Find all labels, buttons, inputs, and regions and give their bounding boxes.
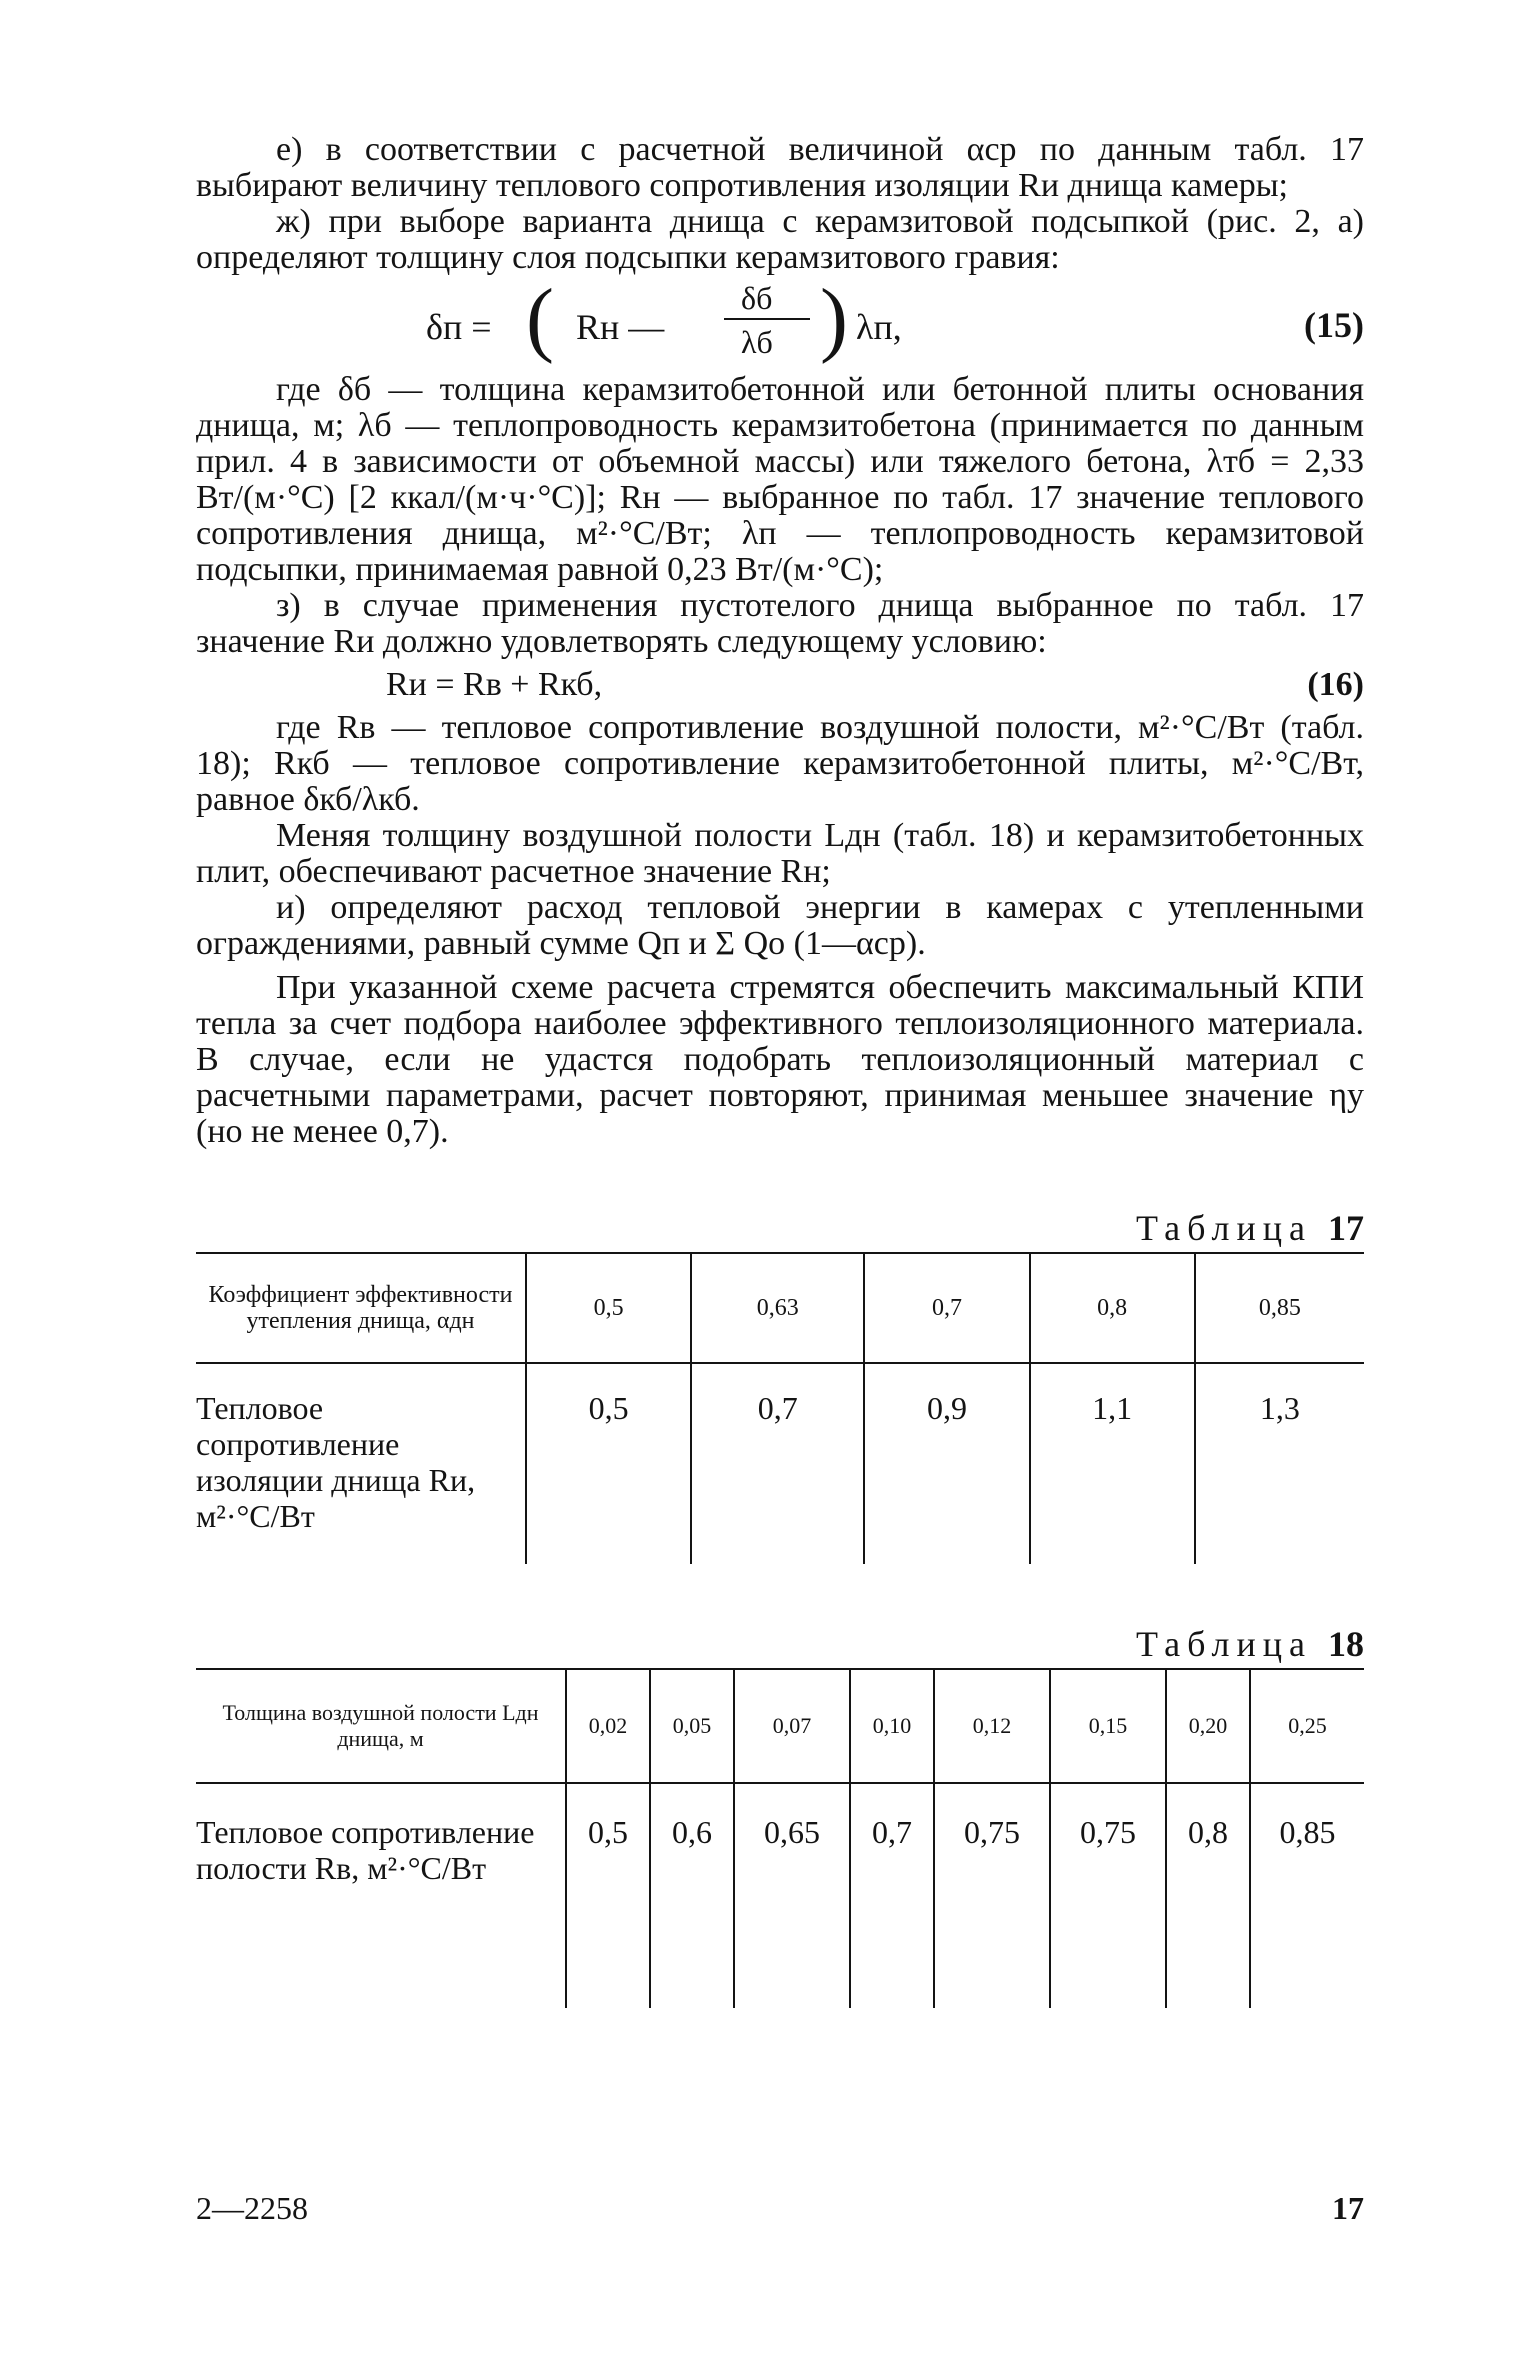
table-17-header-row	[196, 1253, 1364, 1363]
table-17-head-cell: 0,5	[526, 1253, 691, 1363]
table-17-cell: 1,3	[1195, 1363, 1364, 1564]
table-17-caption-number: 17	[1328, 1208, 1364, 1248]
table-17-head-label: Коэффициент эффективности утепления днища, αдн	[196, 1253, 526, 1363]
table-18-cell: 0,85	[1250, 1783, 1364, 2008]
right-paren: )	[820, 272, 848, 365]
table-17-row-label: Тепловое сопротивление изоляции днища Rи, м²·°С/Вт	[196, 1390, 476, 1534]
table-18-caption-number: 18	[1328, 1624, 1364, 1664]
table-18-head-cell: 0,02	[566, 1669, 650, 1783]
formula-15-denominator: λб	[741, 324, 773, 360]
table-17-cell: 0,7	[691, 1363, 864, 1564]
table-17-row	[196, 1363, 1364, 1564]
table-17	[196, 1252, 1364, 1564]
formula-15-lhs: δп =	[426, 307, 492, 347]
table-18	[196, 1668, 1364, 2008]
table-18-head-cell: 0,12	[934, 1669, 1050, 1783]
table-18-head-cell: 0,15	[1050, 1669, 1166, 1783]
table-18-caption-word: Таблица	[1136, 1624, 1312, 1664]
table-17-head-cell: 0,7	[864, 1253, 1029, 1363]
table-18-cell: 0,7	[850, 1783, 934, 2008]
paragraph-zh: ж) при выборе варианта днища с керамзитовой подсыпкой (рис. 2, а) определяют толщину слоя подсыпки керамзитового гравия:	[196, 203, 1364, 276]
page-number: 17	[1332, 2190, 1364, 2226]
table-18-head-cell: 0,07	[734, 1669, 850, 1783]
paragraph-where-15: где δб — толщина керамзитобетонной или бетонной плиты основания днища, м; λб — теплопроводность керамзитобетона (принимается по данным прил. 4 в зависимости от объемной массы) или тяжелого бетона, λтб = 2,33 Вт/(м·°С) [2 ккал/(м·ч·°С)]; Rн — выбранное по табл. 17 значение теплового сопротивления днища, м²·°С/Вт; λп — теплопроводность керамзитовой подсыпки, принимаемая равной 0,23 Вт/(м·°С);	[196, 371, 1364, 588]
table-18-head-label: Толщина воздушной полости Lдн днища, м	[196, 1669, 566, 1783]
table-18-row	[196, 1783, 1364, 2008]
table-18-caption	[196, 1624, 1364, 1664]
table-17-head-cell: 0,8	[1030, 1253, 1195, 1363]
table-17-caption-word: Таблица	[1136, 1208, 1312, 1248]
formula-16-expr: Rи = Rв + Rкб,	[386, 666, 603, 703]
print-code: 2—2258	[196, 2190, 308, 2226]
table-18-cell: 0,6	[650, 1783, 734, 2008]
paragraph-i: и) определяют расход тепловой энергии в камерах с утепленными ограждениями, равный сумме Qп и Σ Qо (1—αср).	[196, 889, 1364, 962]
table-17-head-cell: 0,63	[691, 1253, 864, 1363]
table-18-cell: 0,75	[1050, 1783, 1166, 2008]
paragraph-changing: Меняя толщину воздушной полости Lдн (табл. 18) и керамзитобетонных плит, обеспечивают расчетное значение Rн;	[196, 817, 1364, 890]
table-18-cell: 0,65	[734, 1783, 850, 2008]
table-18-cell: 0,75	[934, 1783, 1050, 2008]
table-18-head-cell: 0,05	[650, 1669, 734, 1783]
left-paren: (	[526, 272, 554, 365]
page-footer	[196, 2190, 1364, 2230]
table-18-header-row	[196, 1669, 1364, 1783]
formula-15-factor: λп,	[856, 307, 902, 347]
formula-15-number: (15)	[1304, 305, 1364, 345]
formula-15-numerator: δб	[741, 280, 773, 316]
fraction-bar	[724, 318, 810, 320]
table-17-caption	[196, 1208, 1364, 1248]
formula-15-inner: Rн —	[576, 307, 665, 347]
table-18-head-cell: 0,20	[1166, 1669, 1250, 1783]
paragraph-scheme: При указанной схеме расчета стремятся обеспечить максимальный КПИ тепла за счет подбора наиболее эффективного теплоизоляционного материала. В случае, если не удастся подобрать теплоизоляционный материал с расчетными параметрами, расчет повторяют, принимая меньшее значение ηу (но не менее 0,7).	[196, 969, 1364, 1150]
table-18-head-cell: 0,25	[1250, 1669, 1364, 1783]
formula-16	[196, 660, 1364, 710]
paragraph-z: з) в случае применения пустотелого днища выбранное по табл. 17 значение Rи должно удовлетворять следующему условию:	[196, 587, 1364, 660]
formula-16-number: (16)	[1307, 666, 1364, 703]
table-17-cell: 0,5	[526, 1363, 691, 1564]
table-18-row-label: Тепловое сопротивление полости Rв, м²·°С/Вт	[196, 1814, 535, 1886]
table-17-cell: 0,9	[864, 1363, 1029, 1564]
paragraph-e: е) в соответствии с расчетной величиной αср по данным табл. 17 выбирают величину теплового сопротивления изоляции Rи днища камеры;	[196, 131, 1364, 204]
table-17-cell: 1,1	[1030, 1363, 1195, 1564]
table-18-head-cell: 0,10	[850, 1669, 934, 1783]
paragraph-where-16: где Rв — тепловое сопротивление воздушной полости, м²·°С/Вт (табл. 18); Rкб — тепловое сопротивление керамзитобетонной плиты, м²·°С/Вт, равное δкб/λкб.	[196, 709, 1364, 818]
table-18-cell: 0,5	[566, 1783, 650, 2008]
table-17-head-cell: 0,85	[1195, 1253, 1364, 1363]
table-18-cell: 0,8	[1166, 1783, 1250, 2008]
page-body	[196, 132, 1364, 2008]
formula-15	[196, 272, 1364, 372]
